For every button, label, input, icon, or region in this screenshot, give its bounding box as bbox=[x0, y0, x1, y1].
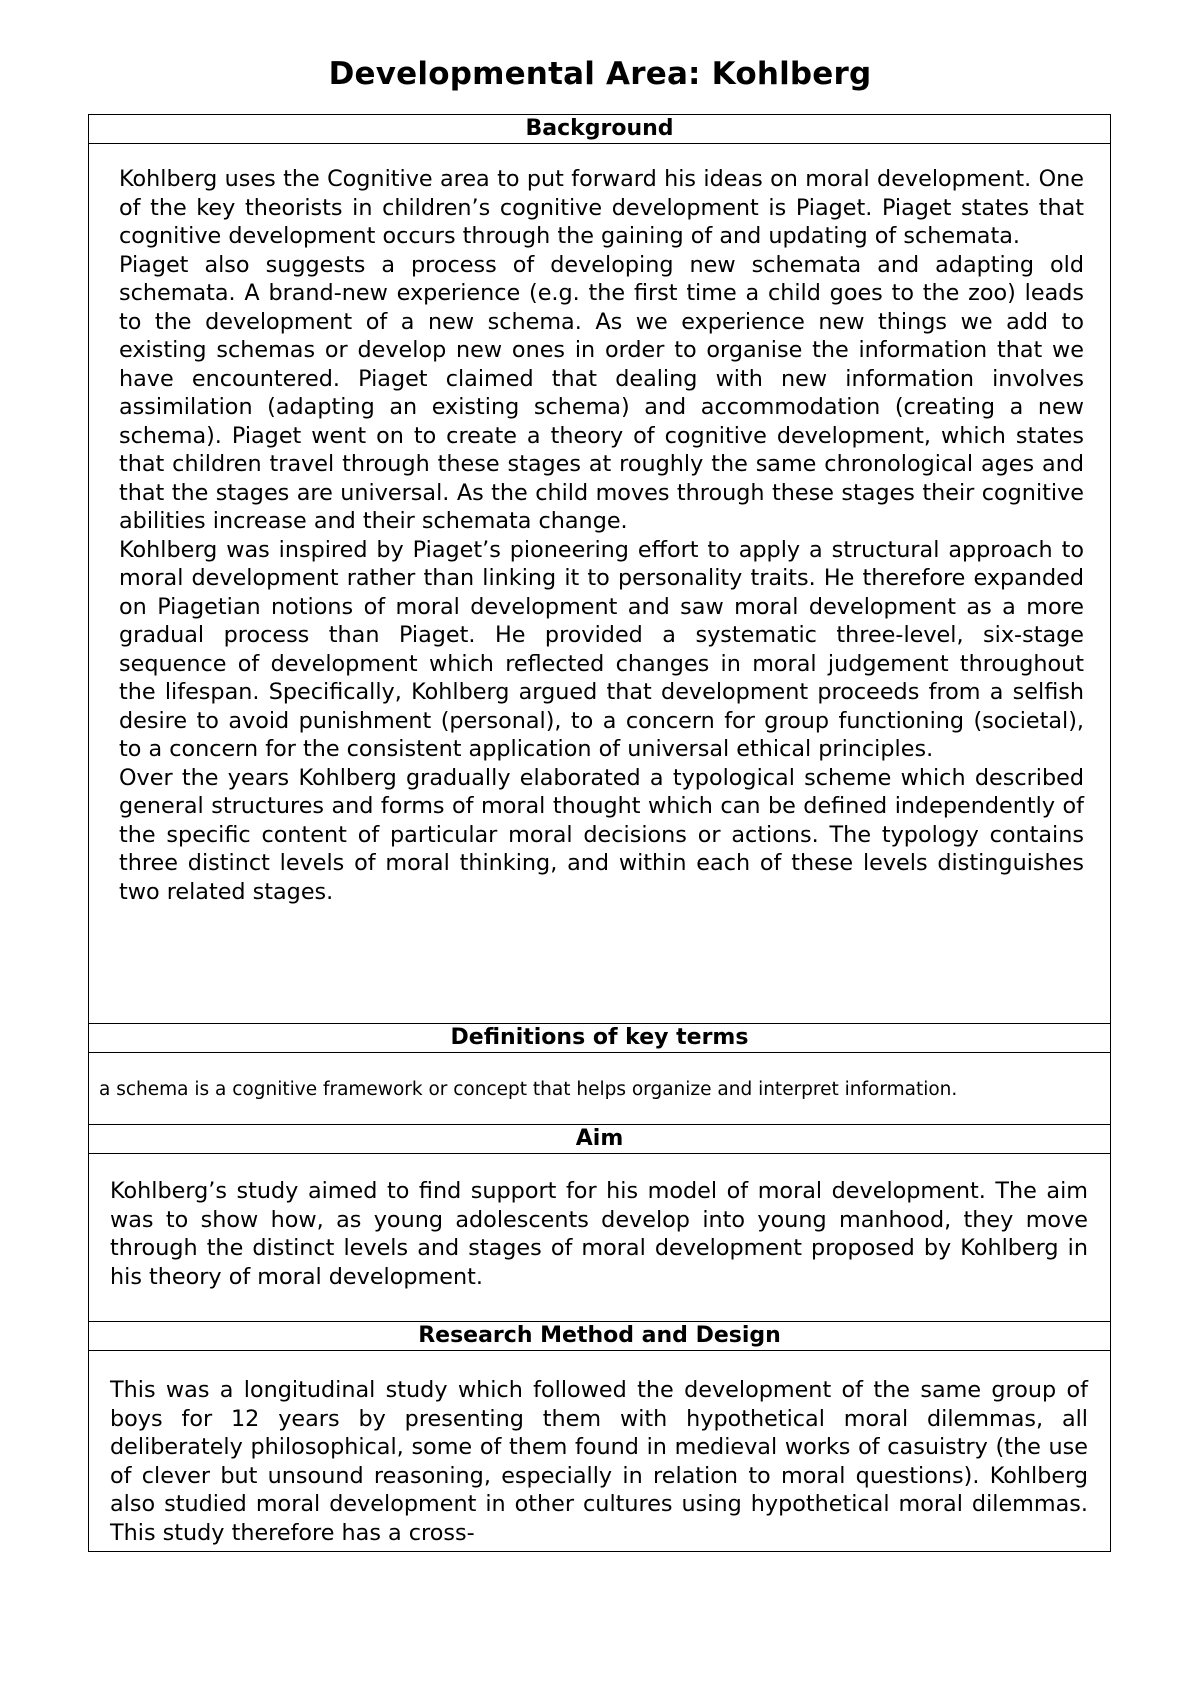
section-heading-background: Background bbox=[89, 115, 1110, 144]
section-body-background bbox=[89, 165, 1110, 906]
section-body-method: This was a longitudinal study which followed the development of the same group of boys for 12 years by presenting them with hypothetical moral dilemmas, all deliberately philosophical, some of them found in medieval works of casuistry (the use of clever but unsound reasoning, especially in relation to moral questions). Kohlberg also studied moral development in other cultures using hypothetical moral dilemmas. This study therefore has a cross- bbox=[110, 1377, 1088, 1546]
table-bottom-border bbox=[88, 1551, 1111, 1552]
page-title: Developmental Area: Kohlberg bbox=[328, 56, 872, 92]
section-body-definitions: a schema is a cognitive framework or concept that helps organize and interpret information. bbox=[99, 1079, 958, 1100]
background-paragraph: Over the years Kohlberg gradually elaborated a typological scheme which described general structures and forms of moral thought which can be defined independently of the specific content of particular moral decisions or actions. The typology contains three distinct levels of moral thinking, and within each of these levels distinguishes two related stages. bbox=[119, 764, 1084, 905]
background-paragraph: Kohlberg was inspired by Piaget’s pioneering effort to apply a structural approach to moral development rather than linking it to personality traits. He therefore expanded on Piagetian notions of moral development and saw moral development as a more gradual process than Piaget. He provided a systematic three-level, six-stage sequence of development which reflected changes in moral judgement throughout the lifespan. Specifically, Kohlberg argued that development proceeds from a selfish desire to avoid punishment (personal), to a concern for group functioning (societal), to a concern for the consistent application of universal ethical principles. bbox=[119, 536, 1084, 762]
section-heading-method: Research Method and Design bbox=[89, 1321, 1110, 1351]
background-paragraph: Kohlberg uses the Cognitive area to put forward his ideas on moral development. One of the key theorists in children’s cognitive development is Piaget. Piaget states that cognitive development occurs through the gaining of and updating of schemata. bbox=[119, 166, 1084, 249]
background-paragraph: Piaget also suggests a process of developing new schemata and adapting old schemata. A brand-new experience (e.g. the first time a child goes to the zoo) leads to the development of a new schema. As we experience new things we add to existing schemas or develop new ones in order to organise the information that we have encountered. Piaget claimed that dealing with new information involves assimilation (adapting an existing schema) and accommodation (creating a new schema). Piaget went on to create a theory of cognitive development, which states that children travel through these stages at roughly the same chronological ages and that the stages are universal. As the child moves through these stages their cognitive abilities increase and their schemata change. bbox=[119, 251, 1084, 534]
section-heading-aim: Aim bbox=[89, 1124, 1110, 1154]
section-heading-definitions: Definitions of key terms bbox=[89, 1023, 1110, 1053]
document-table bbox=[88, 114, 1111, 1552]
section-body-aim: Kohlberg’s study aimed to find support for his model of moral development. The aim was to show how, as young adolescents develop into young manhood, they move through the distinct levels and stages of moral development proposed by Kohlberg in his theory of moral development. bbox=[110, 1178, 1088, 1290]
